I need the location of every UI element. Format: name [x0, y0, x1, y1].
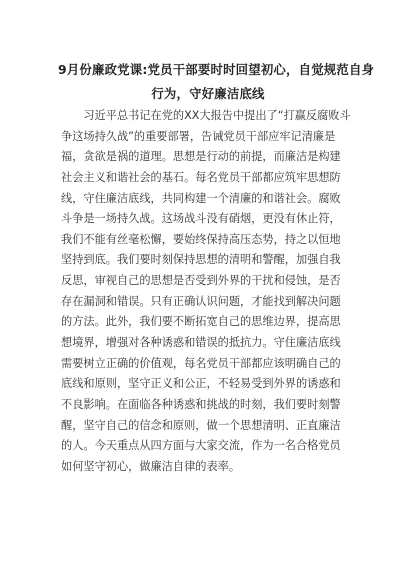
body-line: 需要树立正确的价值观，每名党员干部都应该明确自己的 — [61, 356, 341, 370]
body-line: 的人。今天重点从四方面与大家交流，作为一名合格党员 — [61, 439, 341, 453]
document-body — [61, 106, 351, 478]
body-line: 社会主义和谐社会的基石。每名党员干部都应筑牢思想防 — [61, 170, 341, 184]
body-line: 坚持到底。我们要时刻保持思想的清明和警醒，加强自我 — [61, 253, 341, 267]
body-line: 斗争是一场持久战。这场战斗没有硝烟，更没有休止符， — [61, 212, 341, 226]
body-line: 争这场持久战”的重要部署，告诫党员干部应牢记清廉是 — [61, 129, 336, 143]
body-line: 习近平总书记在党的XX大报告中提出了“打赢反腐败斗 — [61, 109, 351, 122]
body-line: 存在漏洞和错误。只有正确认识问题，才能找到解决问题 — [61, 294, 341, 308]
body-line: 线，守住廉洁底线，共同构建一个清廉的和谐社会。腐败 — [61, 191, 341, 205]
body-line: 如何坚守初心，做廉洁自律的表率。 — [61, 459, 241, 473]
body-line: 醒，坚守自己的信念和原则，做一个思想清明、正直廉洁 — [61, 418, 341, 432]
body-line: 我们不能有丝毫松懈，要始终保持高压态势，持之以恒地 — [61, 232, 341, 246]
body-line: 反思，审视自己的思想是否受到外界的干扰和侵蚀，是否 — [61, 274, 341, 288]
body-line: 想境界，增强对各种诱惑和错误的抵抗力。守住廉洁底线 — [61, 336, 341, 350]
title-line: 9月份廉政党课:党员干部要时时回望初心，自觉规范自身 — [58, 62, 375, 77]
document-title — [58, 58, 375, 106]
body-line: 福，贪欲是祸的道理。思想是行动的前提，而廉洁是构建 — [61, 150, 341, 164]
title-line: 行为，守好廉洁底线 — [151, 86, 265, 101]
body-line: 不良影响。在面临各种诱惑和挑战的时刻，我们要时刻警 — [61, 397, 341, 411]
body-line: 的方法。此外，我们要不断拓宽自己的思维边界，提高思 — [61, 315, 341, 329]
body-line: 底线和原则，坚守正义和公正，不轻易受到外界的诱惑和 — [61, 377, 341, 391]
